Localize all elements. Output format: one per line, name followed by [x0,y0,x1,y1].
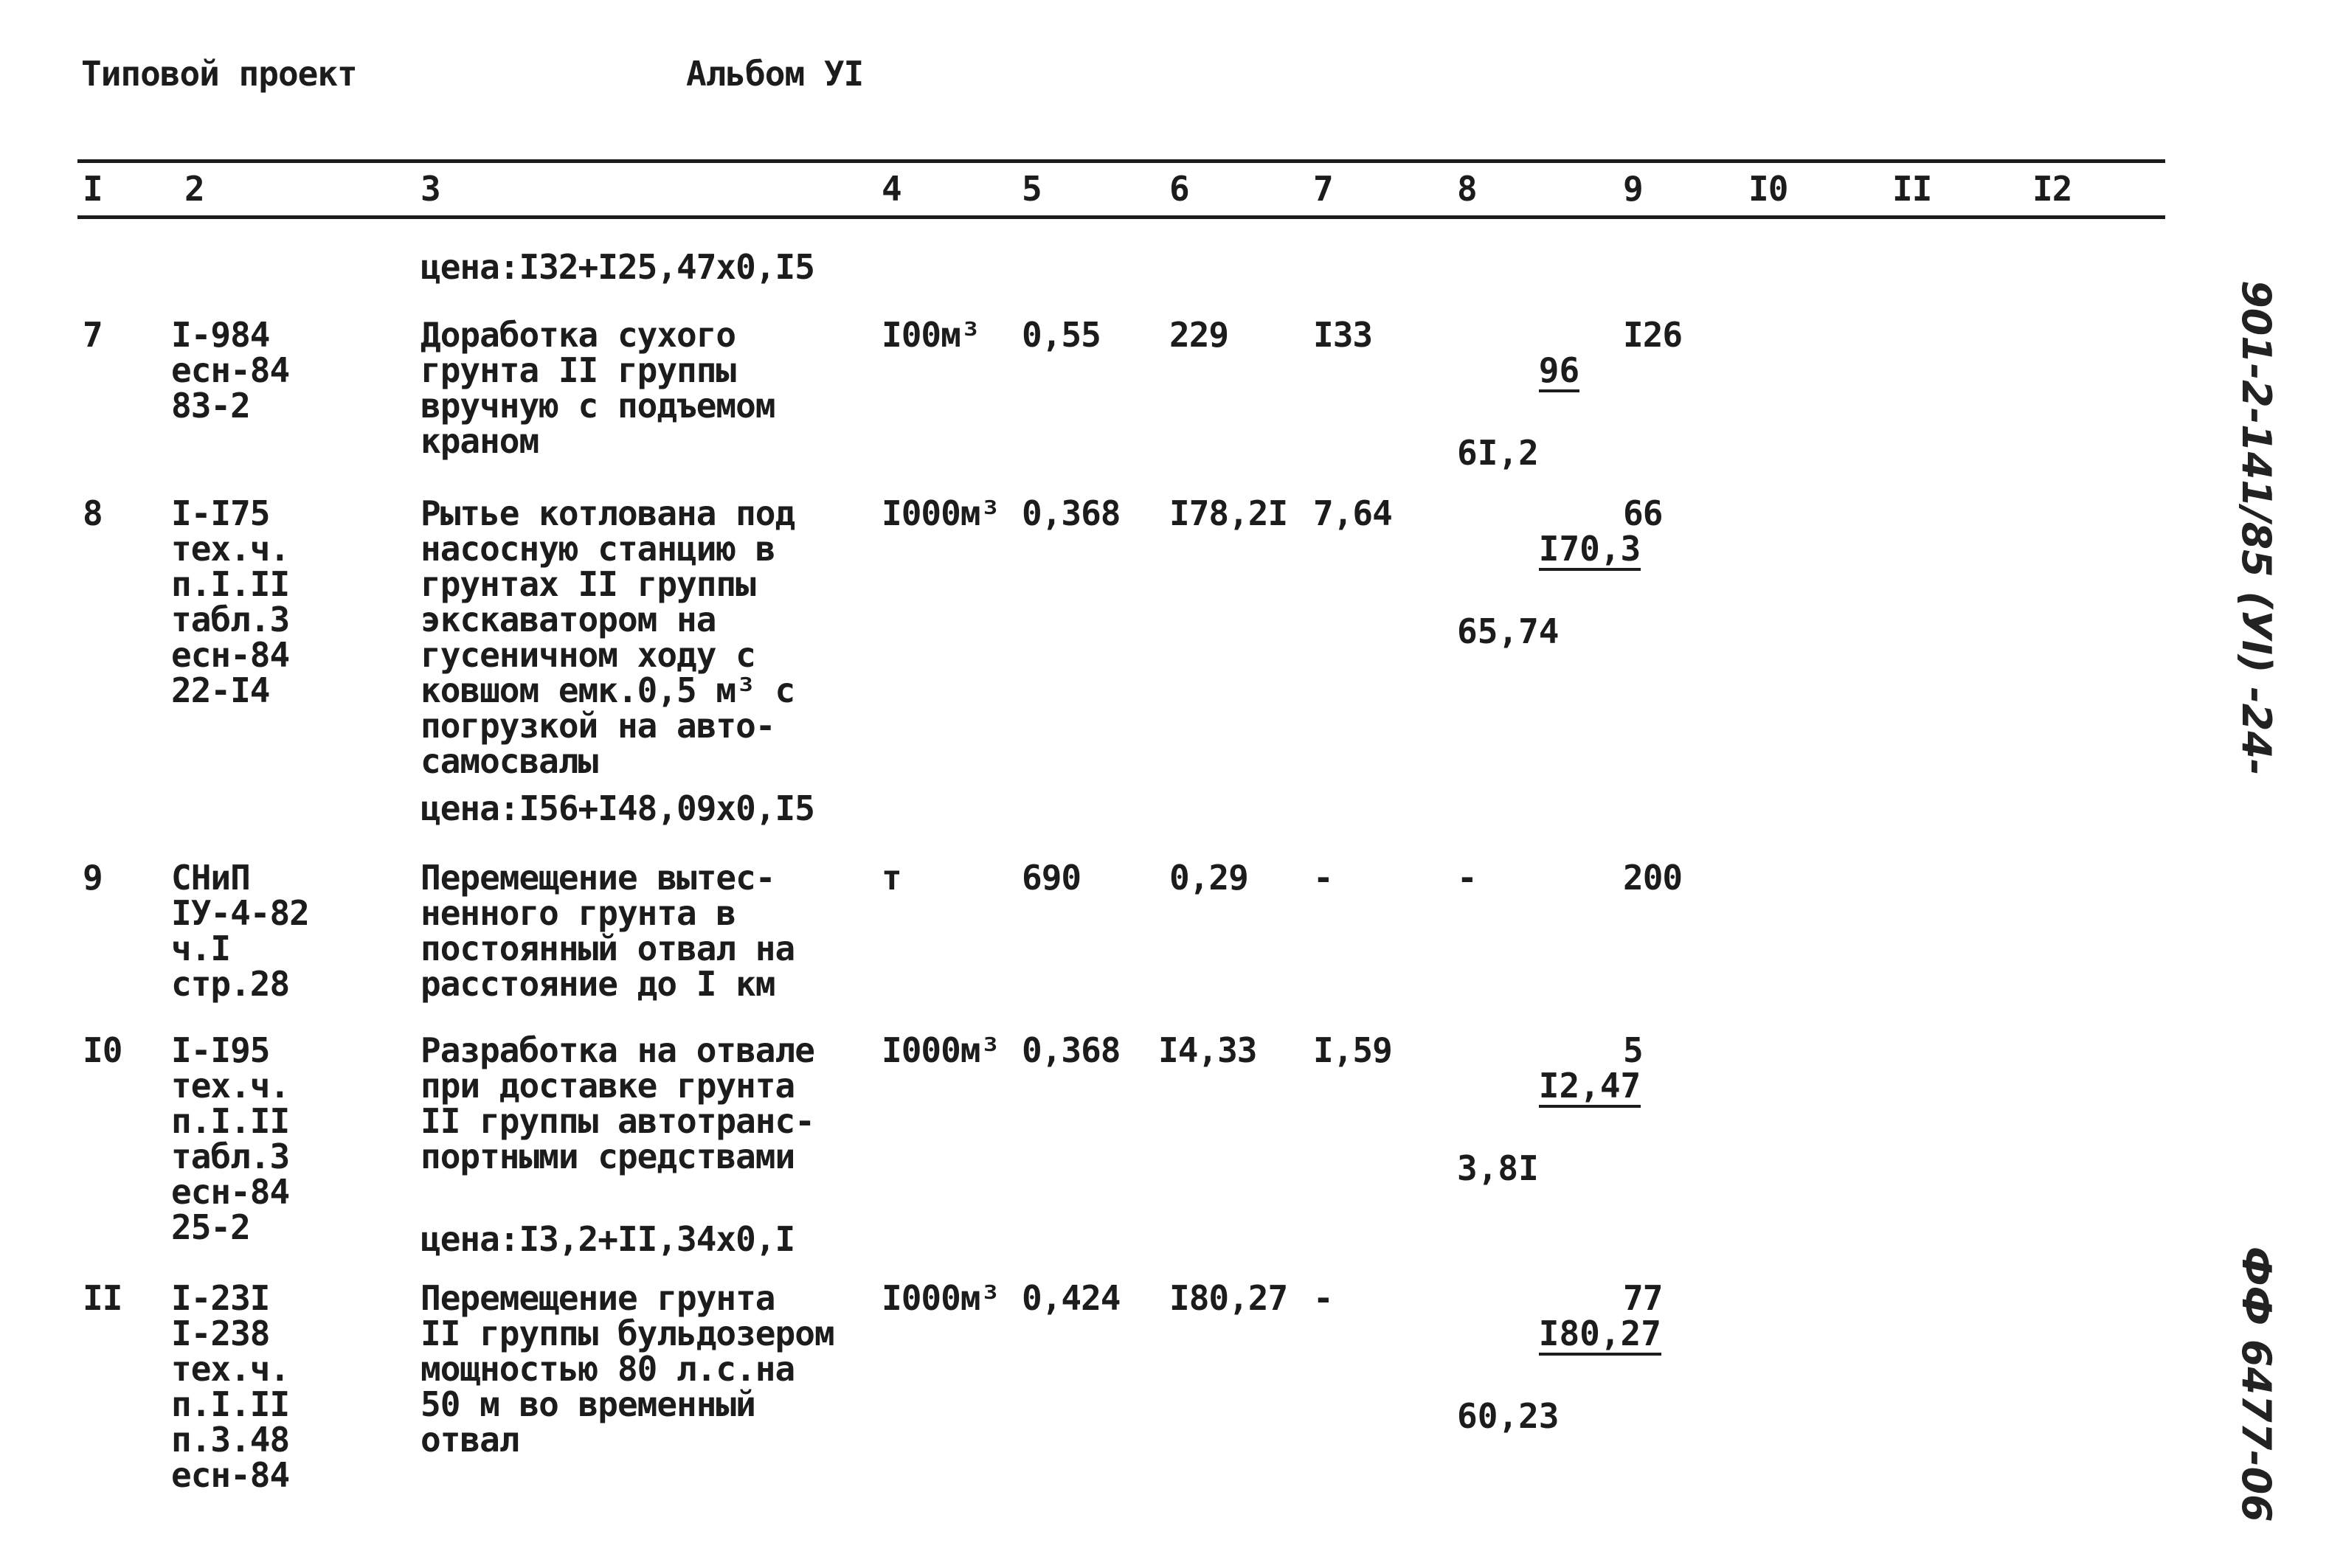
col-header-2: 2 [184,169,204,209]
col-header-7: 7 [1313,169,1333,209]
cell-col9: 66 [1623,493,1663,533]
price-line: цена:I56+I48,09x0,I5 [421,788,814,828]
cell-col7: - [1313,858,1333,898]
cell-col7: I,59 [1313,1030,1392,1070]
work-description: Перемещение вытес- ненного грунта в постоянный отвал на расстояние до I км [421,858,795,1004]
work-description: Перемещение грунта II группы бульдозером мощностью 80 л.с.на 50 м во временный отвал [421,1278,834,1460]
cell-col8-fraction [1457,496,1641,720]
unit-of-measure: I000м³ [882,493,1000,533]
cell-col7: - [1313,1278,1333,1318]
cell-col7: I33 [1313,315,1373,355]
fraction-denominator: 60,23 [1457,1396,1560,1436]
col-header-3: 3 [421,169,440,209]
fraction-numerator: 96 [1539,353,1579,392]
col-header-8: 8 [1457,169,1477,209]
norm-code: СНиП IУ-4-82 ч.I стр.28 [171,858,309,1004]
col-header-1: I [83,169,103,209]
norm-code: I-23I I-238 тех.ч. п.I.II п.3.48 есн-84 [171,1278,290,1495]
cell-col6: I4,33 [1158,1030,1257,1070]
album-label: Альбом УI [686,54,864,94]
cell-col9: 200 [1623,858,1683,898]
fraction-denominator: 3,8I [1457,1148,1539,1188]
norm-code: I-I95 тех.ч. п.I.II табл.3 есн-84 25-2 [171,1030,290,1247]
col-header-9: 9 [1623,169,1643,209]
norm-code: I-I75 тех.ч. п.I.II табл.3 есн-84 22-I4 [171,493,290,710]
cell-col8: - [1457,858,1477,898]
fraction-numerator: I70,3 [1539,531,1641,571]
quantity: 690 [1022,858,1081,898]
table-top-rule [77,159,2165,163]
quantity: 0,55 [1022,315,1101,355]
col-header-12: I2 [2032,169,2072,209]
fraction-denominator: 6I,2 [1457,433,1539,473]
cell-col6: I80,27 [1169,1278,1288,1318]
margin-note-document-number: 901-2-141/85 (УI) -24- [2233,280,2280,776]
cell-col6: 229 [1169,315,1229,355]
quantity: 0,368 [1022,1030,1121,1070]
row-number: 9 [83,858,103,898]
quantity: 0,424 [1022,1278,1121,1318]
row-number: II [83,1278,122,1318]
cell-col9: 77 [1623,1278,1663,1318]
col-header-11: II [1892,169,1932,209]
project-type-label: Типовой проект [81,54,357,94]
col-header-5: 5 [1022,169,1042,209]
work-description: Разработка на отвале при доставке грунта II группы автотранс- портными средствами [421,1030,814,1176]
work-description: Рытье котлована под насосную станцию в грунтах II группы экскаватором на гусеничном ходу с ковшом емк.0,5 м³ с погрузкой на авто- самосвалы [421,493,795,781]
cell-col6: I78,2I [1169,493,1288,533]
fraction-numerator: I80,27 [1539,1316,1661,1356]
fraction-numerator: I2,47 [1539,1068,1641,1108]
row-number: 8 [83,493,103,533]
price-line: цена:I32+I25,47x0,I5 [421,247,814,287]
cell-col9: I26 [1623,315,1683,355]
cell-col9: 5 [1623,1030,1643,1070]
unit-of-measure: I000м³ [882,1030,1000,1070]
cell-col6: 0,29 [1169,858,1248,898]
cell-col8-fraction [1457,1030,1643,1257]
row-number: 7 [83,315,103,355]
cell-col7: 7,64 [1313,493,1392,533]
col-header-6: 6 [1169,169,1189,209]
margin-note-archive-number: ФФ 6477-06 [2233,1246,2280,1522]
price-line: цена:I3,2+II,34x0,I [421,1219,795,1259]
norm-code: I-984 есн-84 83-2 [171,315,290,426]
unit-of-measure: I000м³ [882,1278,1000,1318]
fraction-denominator: 65,74 [1457,611,1560,651]
row-number: I0 [83,1030,122,1070]
quantity: 0,368 [1022,493,1121,533]
unit-of-measure: т [882,858,901,898]
unit-of-measure: I00м³ [882,315,980,355]
col-header-10: I0 [1748,169,1788,209]
table-header-rule [77,215,2165,219]
col-header-4: 4 [882,169,901,209]
work-description: Доработка сухого грунта II группы вручную с подъемом краном [421,315,775,461]
